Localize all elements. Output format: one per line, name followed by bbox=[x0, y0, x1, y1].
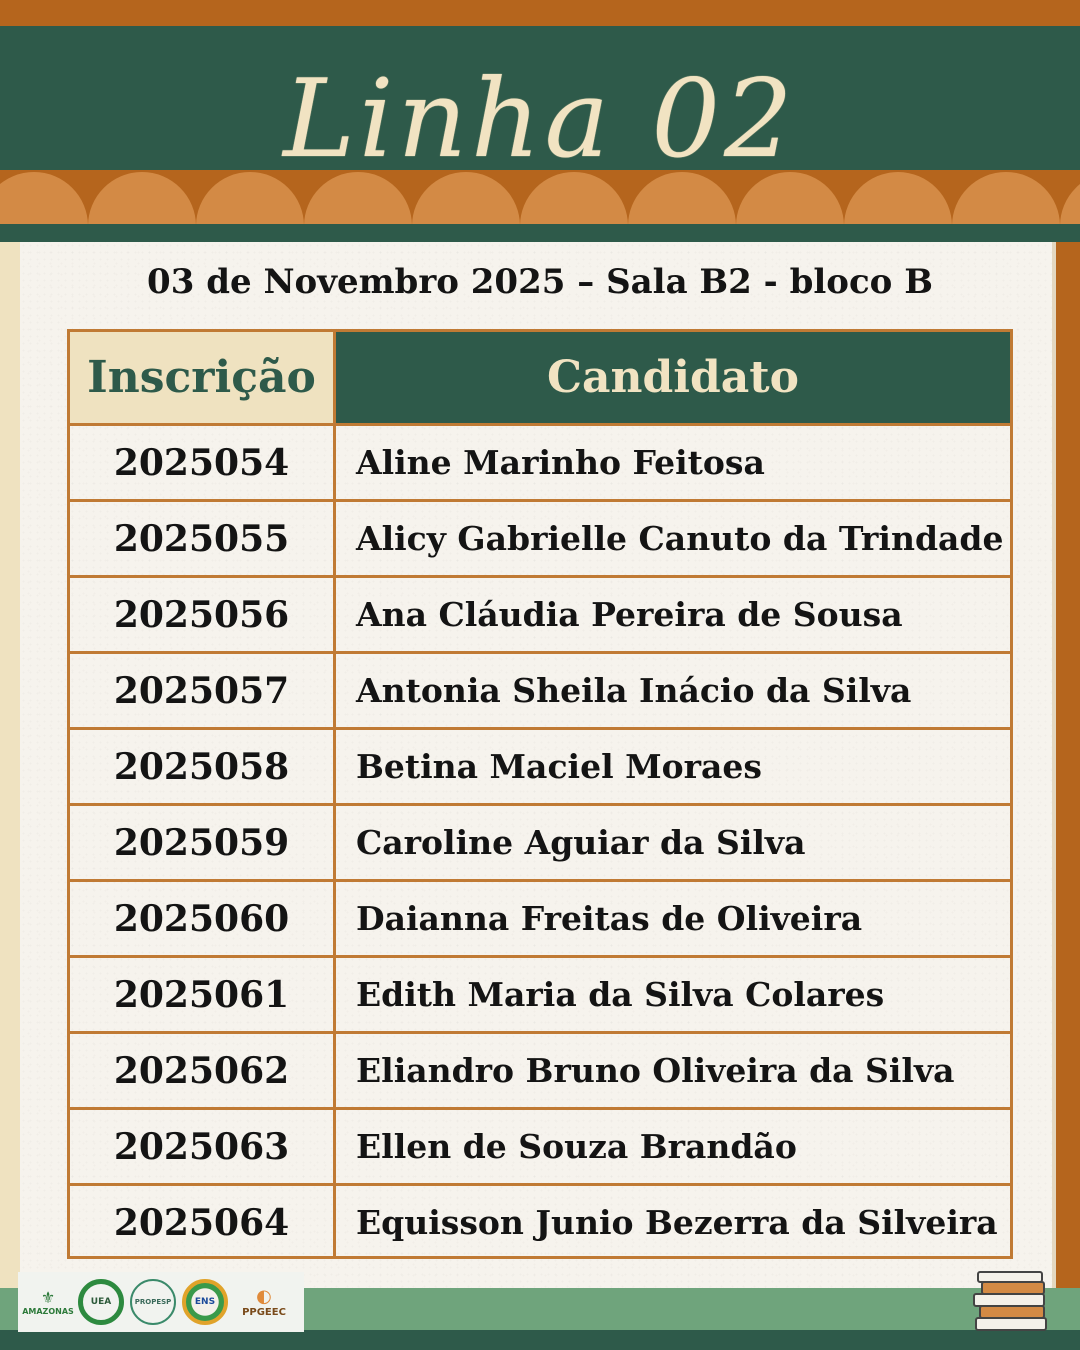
table-row bbox=[70, 727, 1010, 803]
footer-bottom-band bbox=[0, 1330, 1080, 1350]
uea-logo bbox=[78, 1279, 124, 1325]
logo-label: UEA bbox=[90, 1297, 112, 1307]
ppgeec-mark-icon: ◐ bbox=[256, 1286, 272, 1307]
registration-number: 2025057 bbox=[70, 654, 336, 727]
registration-number: 2025063 bbox=[70, 1110, 336, 1183]
propesp-logo bbox=[130, 1279, 176, 1325]
column-header-inscricao: Inscrição bbox=[70, 332, 336, 423]
table-row bbox=[70, 803, 1010, 879]
amazonas-crest-icon: ⚜ bbox=[40, 1288, 56, 1307]
registration-number: 2025061 bbox=[70, 958, 336, 1031]
table-row bbox=[70, 1107, 1010, 1183]
table-row bbox=[70, 1183, 1010, 1259]
partner-logos bbox=[18, 1272, 304, 1332]
candidate-name: Edith Maria da Silva Colares bbox=[356, 975, 885, 1014]
amazonas-logo bbox=[24, 1279, 72, 1325]
table-row bbox=[70, 879, 1010, 955]
table-row bbox=[70, 499, 1010, 575]
registration-number: 2025056 bbox=[70, 578, 336, 651]
logo-label: ENS bbox=[194, 1297, 216, 1307]
candidate-name: Alicy Gabrielle Canuto da Trindade bbox=[356, 519, 1004, 558]
left-stripe bbox=[0, 242, 20, 1288]
candidate-name: Daianna Freitas de Oliveira bbox=[356, 899, 863, 938]
logo-label: PPGEEC bbox=[242, 1307, 286, 1318]
registration-number: 2025060 bbox=[70, 882, 336, 955]
candidates-table bbox=[67, 329, 1013, 1259]
table-row bbox=[70, 1031, 1010, 1107]
table-row bbox=[70, 575, 1010, 651]
candidate-name: Equisson Junio Bezerra da Silveira bbox=[356, 1203, 998, 1242]
table-body bbox=[70, 423, 1010, 1259]
logo-label: PROPESP bbox=[134, 1298, 172, 1306]
registration-number: 2025064 bbox=[70, 1186, 336, 1259]
registration-number: 2025059 bbox=[70, 806, 336, 879]
table-row bbox=[70, 651, 1010, 727]
candidate-name: Caroline Aguiar da Silva bbox=[356, 823, 806, 862]
column-header-candidato: Candidato bbox=[336, 332, 1010, 423]
candidate-name: Antonia Sheila Inácio da Silva bbox=[356, 671, 912, 710]
registration-number: 2025054 bbox=[70, 426, 336, 499]
candidate-name: Ana Cláudia Pereira de Sousa bbox=[356, 595, 903, 634]
candidate-name: Ellen de Souza Brandão bbox=[356, 1127, 797, 1166]
candidate-name: Eliandro Bruno Oliveira da Silva bbox=[356, 1051, 955, 1090]
right-stripe bbox=[1056, 242, 1080, 1288]
registration-number: 2025058 bbox=[70, 730, 336, 803]
page-title: Linha 02 bbox=[283, 57, 797, 182]
table-row bbox=[70, 423, 1010, 499]
session-subtitle: 03 de Novembro 2025 – Sala B2 - bloco B bbox=[147, 262, 933, 302]
registration-number: 2025055 bbox=[70, 502, 336, 575]
candidate-name: Aline Marinho Feitosa bbox=[356, 443, 765, 482]
logo-label: AMAZONAS bbox=[22, 1307, 74, 1316]
top-strip bbox=[0, 0, 1080, 26]
books-icon bbox=[968, 1266, 1058, 1336]
registration-number: 2025062 bbox=[70, 1034, 336, 1107]
ppgeec-logo bbox=[234, 1279, 294, 1325]
ens-logo bbox=[182, 1279, 228, 1325]
candidate-name: Betina Maciel Moraes bbox=[356, 747, 762, 786]
table-row bbox=[70, 955, 1010, 1031]
